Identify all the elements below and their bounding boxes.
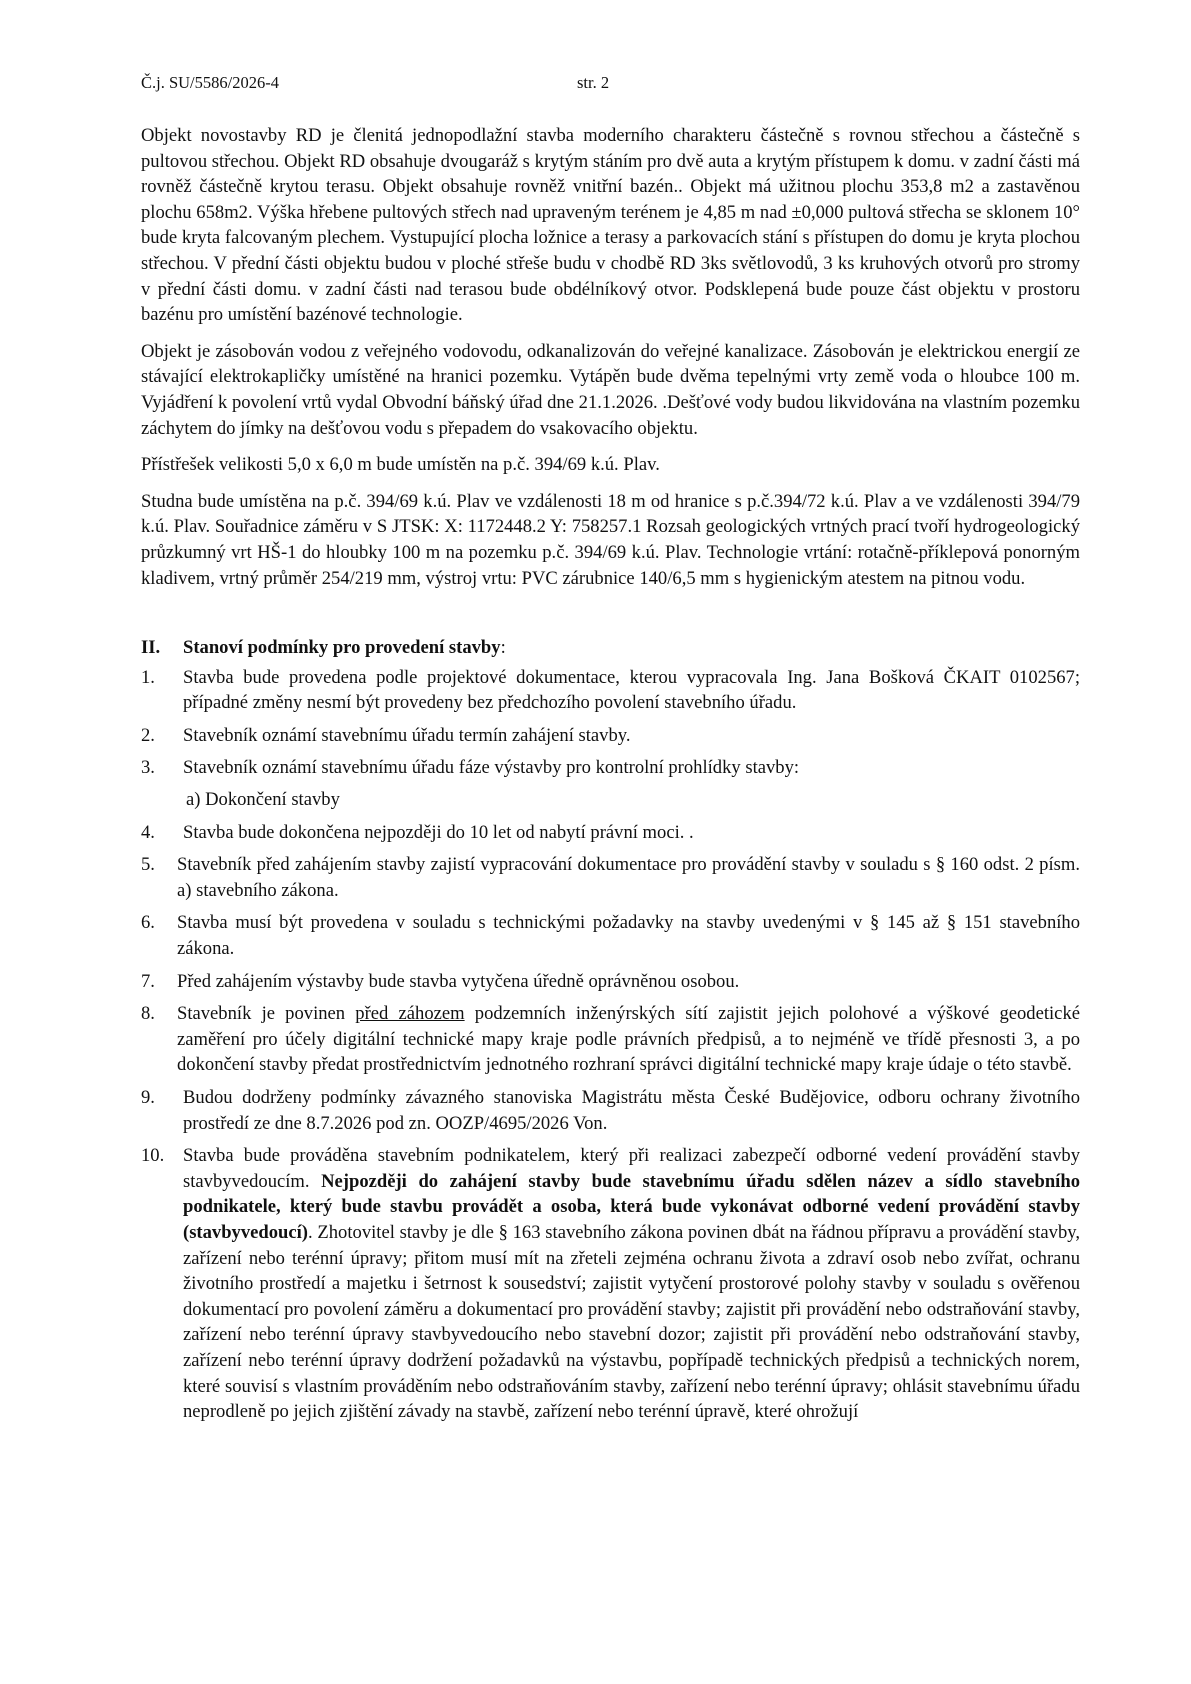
item-text: Stavba bude dokončena nejpozději do 10 let od nabytí právní moci. . (183, 821, 694, 843)
list-item (141, 755, 1080, 781)
underlined-text: před záhozem (355, 1003, 465, 1025)
paragraph-shelter: Přístřešek velikosti 5,0 x 6,0 m bude umístěn na p.č. 394/69 k.ú. Plav. (141, 454, 660, 476)
conditions-list (141, 665, 1080, 1425)
list-item (141, 1085, 1080, 1136)
item-text-part: Stavebník je povinen (177, 1003, 356, 1025)
paragraph-building-description: Objekt novostavby RD je členitá jednopodlažní stavba moderního charakteru částečně s rovnou střechou a částečně s pultovou střechou. Objekt RD obsahuje dvougaráž s krytým stáním pro dvě auta a krytým přístupem k domu. v zadní části má rovněž částečně krytou terasu. Objekt obsahuje rovněž vnitřní bazén.. Objekt má užitnou plochu 353,8 m2 a zastavěnou plochu 658m2. Výška hřebene pultových střech nad upraveným terénem je 4,85 m nad ±0,000 pultová střecha se sklonem 10° bude kryta falcovaným plechem. Vystupující plocha ložnice a terasy a parkovacích stání s přístupen do domu je kryta plochou střechou. V přední části objektu budou v ploché střeše budu v chodbě RD 3ks světlovodů, 3 ks kruhových otvorů pro stromy v přední části domu. v zadní části nad terasou bude obdélníkový otvor. Podsklepená bude pouze část objektu v prostoru bazénu pro umístění bazénové technologie. (141, 125, 1080, 326)
list-item (141, 1001, 1080, 1078)
reference-number: Č.j. SU/5586/2026-4 (141, 73, 279, 92)
item-text-part: podzemních inženýrských sítí zajistit jejich polohové a výškové geodetické zaměření pro účely digitální technické mapy kraje podle právních předpisů, a to nejméně ve třídě přesnosti 3, a po dokončení stavby předat prostřednictvím jednotného rozhraní správci digitální technické mapy kraje údaje o této stavbě. (177, 1003, 1080, 1076)
item-text: Stavba musí být provedena v souladu s technickými požadavky na stavby uvedenými v § 145 až § 151 stavebního zákona. (177, 912, 1080, 960)
list-item (141, 723, 1080, 749)
item-number: 10. (141, 1145, 165, 1167)
item-number: 4. (141, 821, 155, 843)
item-number: 2. (141, 724, 155, 746)
section-title-text: Stanoví podmínky pro provedení stavby (183, 637, 501, 659)
bold-text: Nejpozději do zahájení stavby bude stavebnímu úřadu sdělen název a sídlo stavebního podnikatele, který bude stavbu provádět a osoba, která bude vykonávat odborné vedení provádění stavby (stavbyvedoucí) (183, 1170, 1080, 1243)
item-text: Stavebník oznámí stavebnímu úřadu fáze výstavby pro kontrolní prohlídky stavby: (183, 757, 800, 779)
item-number: 6. (141, 912, 155, 934)
section-title (183, 635, 506, 661)
item-number: 8. (141, 1003, 155, 1025)
sub-item: a) Dokončení stavby (186, 789, 340, 811)
item-text: Stavebník oznámí stavebnímu úřadu termín zahájení stavby. (183, 724, 631, 746)
item-text: Stavba bude provedena podle projektové dokumentace, kterou vypracovala Ing. Jana Bošková ČKAIT 0102567; případné změny nesmí být provedeny bez předchozího povolení stavebního úřadu. (183, 666, 1080, 714)
section-number: II. (141, 637, 161, 659)
list-item (141, 820, 1080, 846)
item-number: 5. (141, 854, 155, 876)
section-title-colon: : (500, 637, 506, 659)
item-text (177, 1001, 1080, 1078)
list-item (141, 910, 1080, 961)
item-text-part: Stavba bude prováděna stavebním podnikatelem, který při realizaci zabezpečí odborné vedení provádění stavby stavbyvedoucím. (183, 1145, 1080, 1192)
item-text-part: . Zhotovitel stavby je dle § 163 stavebního zákona povinen dbát na řádnou přípravu a provádění stavby, zařízení nebo terénní úpravy; přitom musí mít na zřeteli zejména ochranu života a zdraví osob nebo zvířat, ochranu životního prostředí a majetku i šetrnost k sousedství; zajistit vytyčení prostorové polohy stavby v souladu s ověřenou dokumentací pro povolení záměru a dokumentací pro provádění stavby; zajistit při provádění nebo odstraňování stavby, zařízení nebo terénní úpravy stavbyvedoucího nebo stavební dozor; zajistit při provádění nebo odstraňování stavby, zařízení nebo terénní úpravy dodržení požadavků na výstavbu, popřípadě technických předpisů a technických norem, které souvisí s vlastním prováděním nebo odstraňováním stavby, zařízení nebo terénní úpravy; ohlásit stavebnímu úřadu neprodleně po jejich zjištění závady na stavbě, zařízení nebo terénní úpravě, které ohrožují (183, 1221, 1080, 1423)
list-item (141, 1143, 1080, 1425)
item-number: 9. (141, 1087, 155, 1108)
paragraph-utilities: Objekt je zásobován vodou z veřejného vodovodu, odkanalizován do veřejné kanalizace. Zásobován je elektrickou energií ze stávající elektrokapličky umístěné na hranici pozemku. Vytápěn bude dvěma tepelnými vrty země voda o hloubce 100 m. Vyjádření k povolení vrtů vydal Obvodní báňský úřad dne 21.1.2026. .Dešťové vody budou likvidována na vlastním pozemku záchytem do jímky na dešťovou vodu s přepadem do vsakovacího objektu. (141, 340, 1080, 439)
list-item (141, 665, 1080, 716)
document-body (141, 123, 1080, 1432)
item-text (183, 1143, 1080, 1425)
page-number: str. 2 (577, 73, 610, 92)
list-item (141, 852, 1080, 903)
item-text: Budou dodrženy podmínky závazného stanoviska Magistrátu města České Budějovice, odboru ochrany životního prostředí ze dne 8.7.2026 pod zn. OOZP/4695/2026 Von. (183, 1087, 1080, 1134)
item-number: 1. (141, 666, 155, 688)
section-heading (141, 635, 1080, 661)
paragraph-well: Studna bude umístěna na p.č. 394/69 k.ú. Plav ve vzdálenosti 18 m od hranice s p.č.394/72 k.ú. Plav a ve vzdálenosti 394/79 k.ú. Plav. Souřadnice záměru v S JTSK: X: 1172448.2 Y: 758257.1 Rozsah geologických vrtných prací tvoří hydrogeologický průzkumný vrt HŠ-1 do hloubky 100 m na pozemku p.č. 394/69 k.ú. Plav. Technologie vrtání: rotačně-příklepová ponorným kladivem, vrtný průměr 254/219 mm, výstroj vrtu: PVC zárubnice 140/6,5 mm s hygienickým atestem na pitnou vodu. (141, 490, 1080, 589)
item-number: 7. (141, 970, 155, 992)
item-number: 3. (141, 757, 155, 779)
item-text: Před zahájením výstavby bude stavba vytyčena úředně oprávněnou osobou. (177, 970, 740, 992)
item-text: Stavebník před zahájením stavby zajistí vypracování dokumentace pro provádění stavby v souladu s § 160 odst. 2 písm. a) stavebního zákona. (177, 854, 1080, 901)
list-item (141, 969, 1080, 995)
